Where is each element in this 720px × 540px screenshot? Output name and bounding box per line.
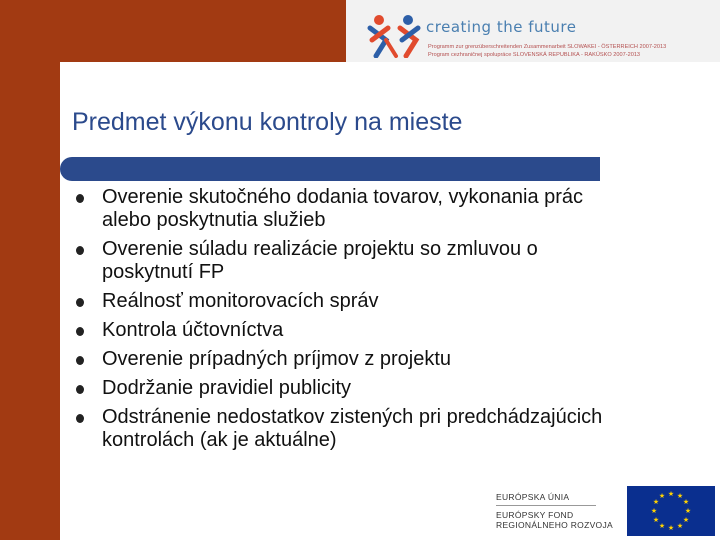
bullet-text: Kontrola účtovníctva	[102, 319, 284, 341]
logo-subline-de: Programm zur grenzüberschreitenden Zusammenarbeit SLOWAKEI - ÖSTERREICH 2007-2013	[428, 44, 667, 50]
bullet-list	[72, 186, 632, 458]
svg-text:★: ★	[652, 516, 660, 524]
title-underline-bar	[60, 157, 600, 181]
svg-text:★: ★	[652, 498, 660, 506]
bullet-item	[72, 238, 632, 284]
logo-subline-sk: Program cezhraničnej spolupráce SLOVENSKÁ REPUBLIKA - RAKÚSKO 2007-2013	[428, 52, 641, 58]
bullet-text: Dodržanie pravidiel publicity	[102, 377, 352, 399]
svg-text:★: ★	[667, 490, 675, 498]
erdf-label-line1: EURÓPSKY FOND	[496, 510, 574, 520]
bullet-dot-icon	[76, 246, 84, 255]
bullet-item	[72, 406, 632, 452]
eu-flag-icon	[627, 486, 715, 536]
svg-text:★: ★	[667, 524, 675, 532]
svg-text:★: ★	[658, 492, 666, 500]
logo-tagline: creating the future	[426, 18, 577, 36]
bullet-dot-icon	[76, 414, 84, 423]
svg-text:★: ★	[682, 516, 690, 524]
bullet-item	[72, 348, 632, 371]
svg-text:★: ★	[650, 507, 658, 515]
project-logo-banner	[346, 0, 720, 62]
svg-text:★: ★	[676, 522, 684, 530]
bullet-text: Overenie skutočného dodania tovarov, vykonania prác alebo poskytnutia služieb	[102, 186, 584, 231]
erdf-label-line2: REGIONÁLNEHO ROZVOJA	[496, 520, 613, 530]
bullet-item	[72, 377, 632, 400]
bullet-item	[72, 290, 632, 313]
bullet-text: Reálnosť monitorovacích správ	[102, 290, 379, 312]
bullet-dot-icon	[76, 327, 84, 336]
creating-the-future-figures-icon	[366, 10, 422, 58]
bullet-dot-icon	[76, 298, 84, 307]
bullet-text: Overenie prípadných príjmov z projektu	[102, 348, 452, 370]
bullet-text: Odstránenie nedostatkov zistených pri predchádzajúcich kontrolách (ak je aktuálne)	[102, 406, 603, 451]
bullet-text: Overenie súladu realizácie projektu so zmluvou o poskytnutí FP	[102, 238, 538, 283]
bullet-dot-icon	[76, 385, 84, 394]
svg-text:★: ★	[676, 492, 684, 500]
bullet-dot-icon	[76, 356, 84, 365]
svg-text:★: ★	[684, 507, 692, 515]
eu-label: EURÓPSKA ÚNIA	[496, 492, 570, 502]
svg-text:★: ★	[658, 522, 666, 530]
bullet-item	[72, 186, 632, 232]
slide-title: Predmet výkonu kontroly na mieste	[72, 108, 463, 136]
bullet-item	[72, 319, 632, 342]
svg-text:★: ★	[682, 498, 690, 506]
bullet-dot-icon	[76, 194, 84, 203]
eu-divider	[496, 505, 596, 506]
left-accent-bar	[0, 0, 60, 540]
